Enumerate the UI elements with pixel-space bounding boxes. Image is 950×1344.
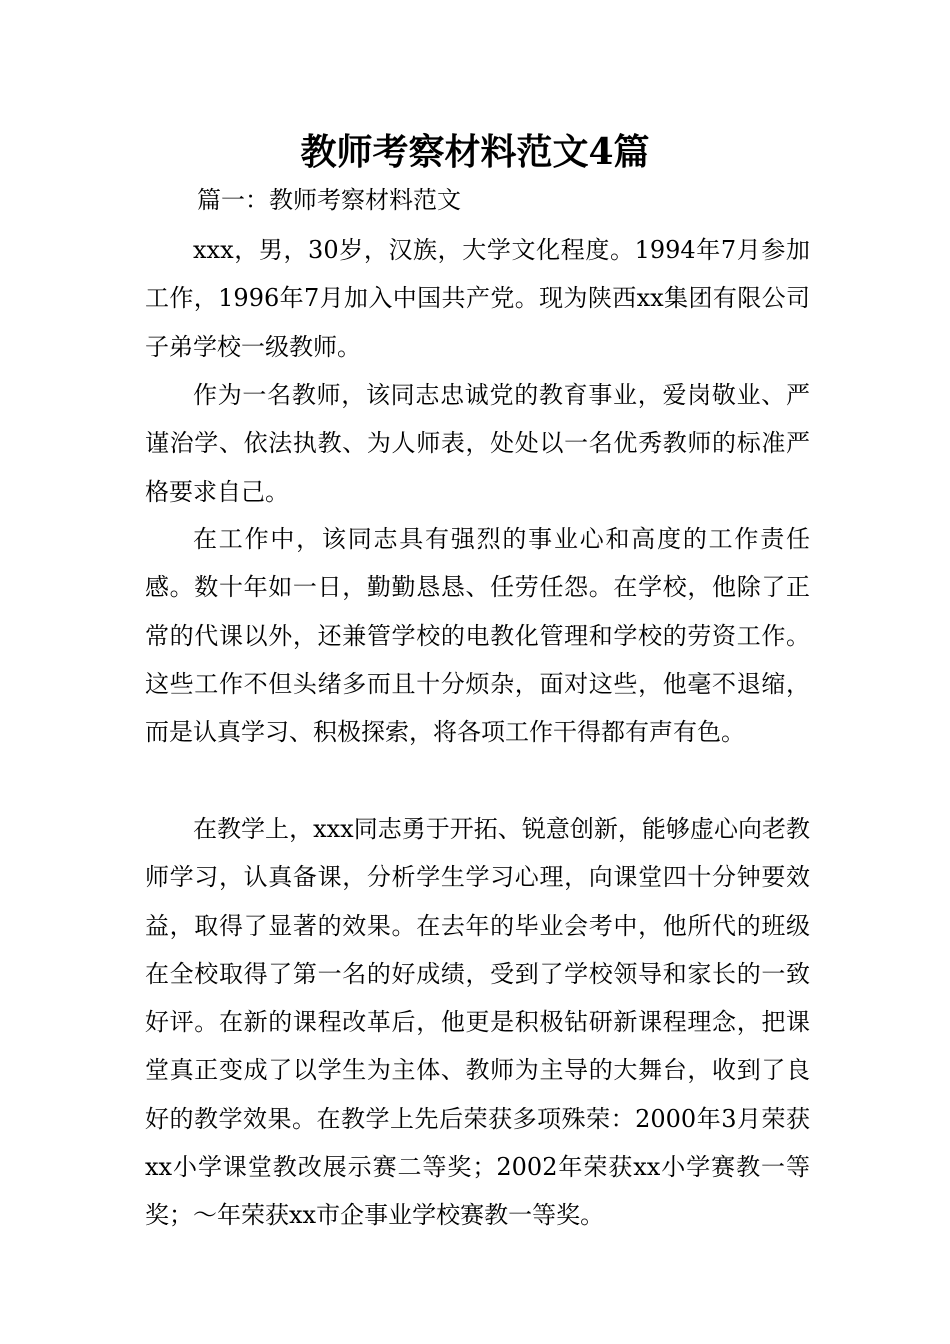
document-title: 教师考察材料范文4篇	[300, 131, 650, 173]
paragraph-teaching: 在教学上，xxx同志勇于开拓、锐意创新，能够虚心向老教师学习，认真备课，分析学生学习心理，向课堂四十分钟要效益，取得了显著的效果。在去年的毕业会考中，他所代的班级在全校取得了第一名的好成绩，受到了学校领导和家长的一致好评。在新的课程改革后，他更是积极钻研新课程理念，把课堂真正变成了以学生为主体、教师为主导的大舞台，收到了良好的教学效果。在教学上先后荣获多项殊荣：2000年3月荣获xx小学课堂教改展示赛二等奖；2002年荣获xx小学赛教一等奖；～年荣获xx市企事业学校赛教一等奖。	[145, 815, 810, 1230]
paragraph-work: 在工作中，该同志具有强烈的事业心和高度的工作责任感。数十年如一日，勤勤恳恳、任劳任怨。在学校，他除了正常的代课以外，还兼管学校的电教化管理和学校的劳资工作。这些工作不但头绪多而且十分烦杂，面对这些，他毫不退缩，而是认真学习、积极探索，将各项工作干得都有声有色。	[145, 525, 810, 747]
paragraph-conduct: 作为一名教师，该同志忠诚党的教育事业，爱岗敬业、严谨治学、依法执教、为人师表，处处以一名优秀教师的标准严格要求自己。	[145, 381, 810, 506]
paragraph-profile: xxx，男，30岁，汉族，大学文化程度。1994年7月参加工作，1996年7月加入中国共产党。现为陕西xx集团有限公司子弟学校一级教师。	[145, 236, 810, 361]
section-heading: 篇一：教师考察材料范文	[197, 186, 461, 214]
